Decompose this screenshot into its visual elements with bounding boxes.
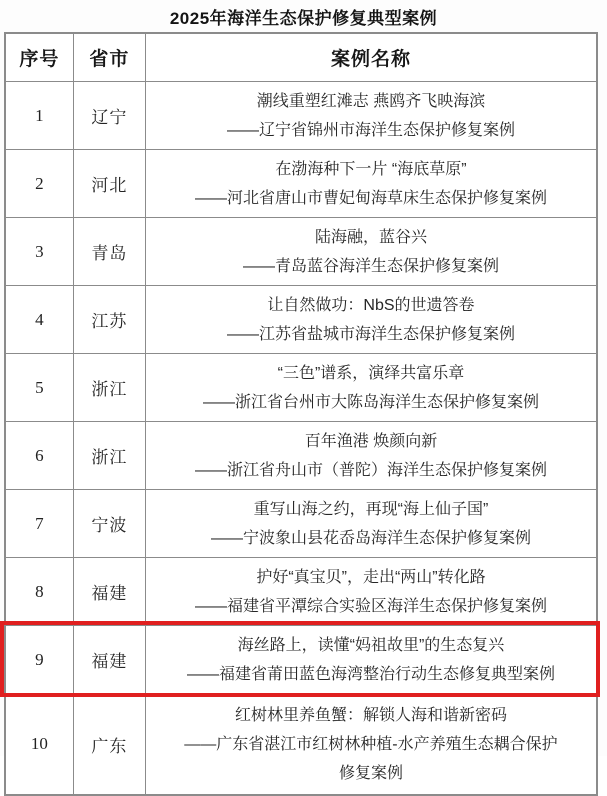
- case-number: 10: [5, 694, 73, 796]
- case-title: [145, 626, 597, 694]
- case-title: [145, 694, 597, 796]
- case-number: 8: [5, 558, 73, 626]
- case-title-line: 重写山海之约，再现“海上仙子国”: [253, 500, 489, 518]
- case-province: 浙江: [73, 422, 145, 490]
- case-title-line: 陆海融，蓝谷兴: [314, 228, 427, 246]
- case-title: [145, 82, 597, 150]
- table-row: [5, 218, 597, 286]
- case-title: [145, 422, 597, 490]
- case-title-line: 让自然做功：NbS的世遗答卷: [267, 296, 475, 314]
- case-title-line: 修复案例: [338, 764, 403, 782]
- case-province: 辽宁: [73, 82, 145, 150]
- table-body: [5, 82, 597, 796]
- case-title-line: “三色”谱系，演绎共富乐章: [277, 364, 465, 382]
- case-title-line: ——江苏省盐城市海洋生态保护修复案例: [226, 325, 515, 343]
- case-number: 2: [5, 150, 73, 218]
- case-title: [145, 286, 597, 354]
- table-row: [5, 150, 597, 218]
- case-title: [145, 490, 597, 558]
- case-title-line: ——辽宁省锦州市海洋生态保护修复案例: [226, 121, 515, 139]
- case-title-line: 潮线重塑红滩志 燕鸥齐飞映海滨: [256, 92, 486, 110]
- column-header-province: 省市: [73, 33, 145, 82]
- table-row: [5, 626, 597, 694]
- case-title-line: ——福建省莆田蓝色海湾整治行动生态修复典型案例: [186, 665, 555, 683]
- case-title-line: ——浙江省台州市大陈岛海洋生态保护修复案例: [202, 393, 539, 411]
- case-province: 河北: [73, 150, 145, 218]
- case-province: 江苏: [73, 286, 145, 354]
- table-row: [5, 490, 597, 558]
- case-title-line: 护好“真宝贝”，走出“两山”转化路: [256, 568, 486, 586]
- page-title: 2025年海洋生态保护修复典型案例: [169, 9, 438, 28]
- table-row: [5, 286, 597, 354]
- case-title-line: ——宁波象山县花岙岛海洋生态保护修复案例: [210, 529, 531, 547]
- case-title-line: 海丝路上，读懂“妈祖故里”的生态复兴: [237, 636, 505, 654]
- case-province: 福建: [73, 558, 145, 626]
- case-title-line: 红树林里养鱼蟹：解锁人海和谐新密码: [234, 706, 507, 724]
- case-number: 3: [5, 218, 73, 286]
- case-title: [145, 150, 597, 218]
- table-header-row: [5, 33, 597, 82]
- case-title-line: ——福建省平潭综合实验区海洋生态保护修复案例: [194, 597, 547, 615]
- case-title: [145, 354, 597, 422]
- cases-table: [4, 32, 598, 796]
- case-number: 6: [5, 422, 73, 490]
- table-row: [5, 354, 597, 422]
- case-province: 青岛: [73, 218, 145, 286]
- case-title-line: ——浙江省舟山市（普陀）海洋生态保护修复案例: [194, 461, 547, 479]
- case-number: 7: [5, 490, 73, 558]
- case-title-line: ——广东省湛江市红树林种植-水产养殖生态耦合保护: [184, 735, 558, 753]
- case-province: 广东: [73, 694, 145, 796]
- case-number: 1: [5, 82, 73, 150]
- case-title-line: 百年渔港 焕颜向新: [304, 432, 438, 450]
- case-province: 福建: [73, 626, 145, 694]
- case-number: 5: [5, 354, 73, 422]
- column-header-number: 序号: [5, 33, 73, 82]
- table-row: [5, 558, 597, 626]
- case-title-line: ——河北省唐山市曹妃甸海草床生态保护修复案例: [194, 189, 547, 207]
- table-row: [5, 694, 597, 796]
- column-header-case-name: 案例名称: [145, 33, 597, 82]
- case-number: 4: [5, 286, 73, 354]
- case-title-line: ——青岛蓝谷海洋生态保护修复案例: [242, 257, 499, 275]
- case-number: 9: [5, 626, 73, 694]
- case-province: 宁波: [73, 490, 145, 558]
- case-province: 浙江: [73, 354, 145, 422]
- case-title: [145, 558, 597, 626]
- case-title-line: 在渤海种下一片 “海底草原”: [275, 160, 467, 178]
- case-title: [145, 218, 597, 286]
- table-row: [5, 422, 597, 490]
- table-row: [5, 82, 597, 150]
